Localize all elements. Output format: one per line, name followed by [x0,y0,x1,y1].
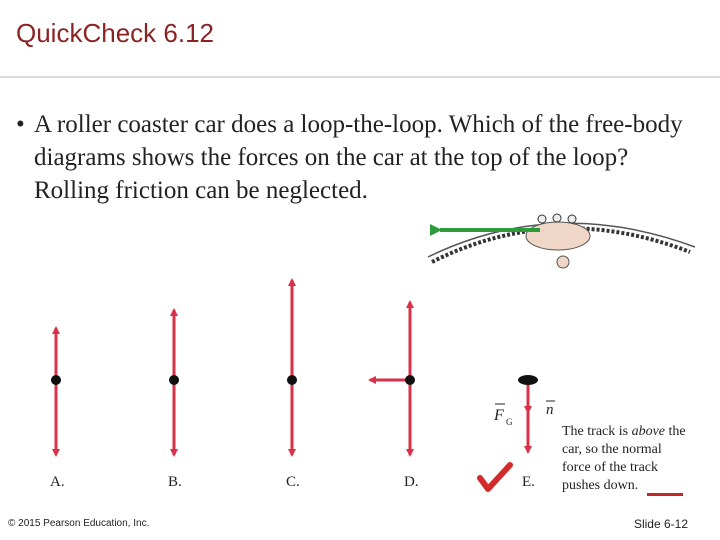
question-text: A roller coaster car does a loop-the-loop. Which of the free-body diagrams shows the forces on the car at the top of the loop? Rolling friction can be neglected. [34,111,683,204]
diagram-b [169,310,179,455]
diagram-d [370,302,415,455]
force-labels [493,401,555,427]
diagram-e [518,375,538,452]
gravity-force-subscript: G [506,417,513,427]
copyright-footer: © 2015 Pearson Education, Inc. [8,518,150,529]
checkmark-icon [480,465,510,489]
slide-title: QuickCheck 6.12 [16,18,214,48]
emphasis-underline [647,493,683,496]
option-label-c: C. [286,474,300,490]
bullet-marker: • [16,111,25,138]
normal-force-label: n [546,402,554,418]
slide-number: Slide 6-12 [633,517,688,531]
option-label-b: B. [168,474,182,490]
option-labels [50,474,535,490]
option-label-a: A. [50,474,65,490]
explanation-note: The track is above the car, so the normal force of the track pushes down. [562,424,686,493]
gravity-force-label: F [494,407,504,424]
option-label-d: D. [404,474,419,490]
roller-coaster-illustration [428,214,695,268]
diagram-c [287,280,297,455]
option-label-e: E. [522,474,535,490]
diagram-a [51,328,61,455]
